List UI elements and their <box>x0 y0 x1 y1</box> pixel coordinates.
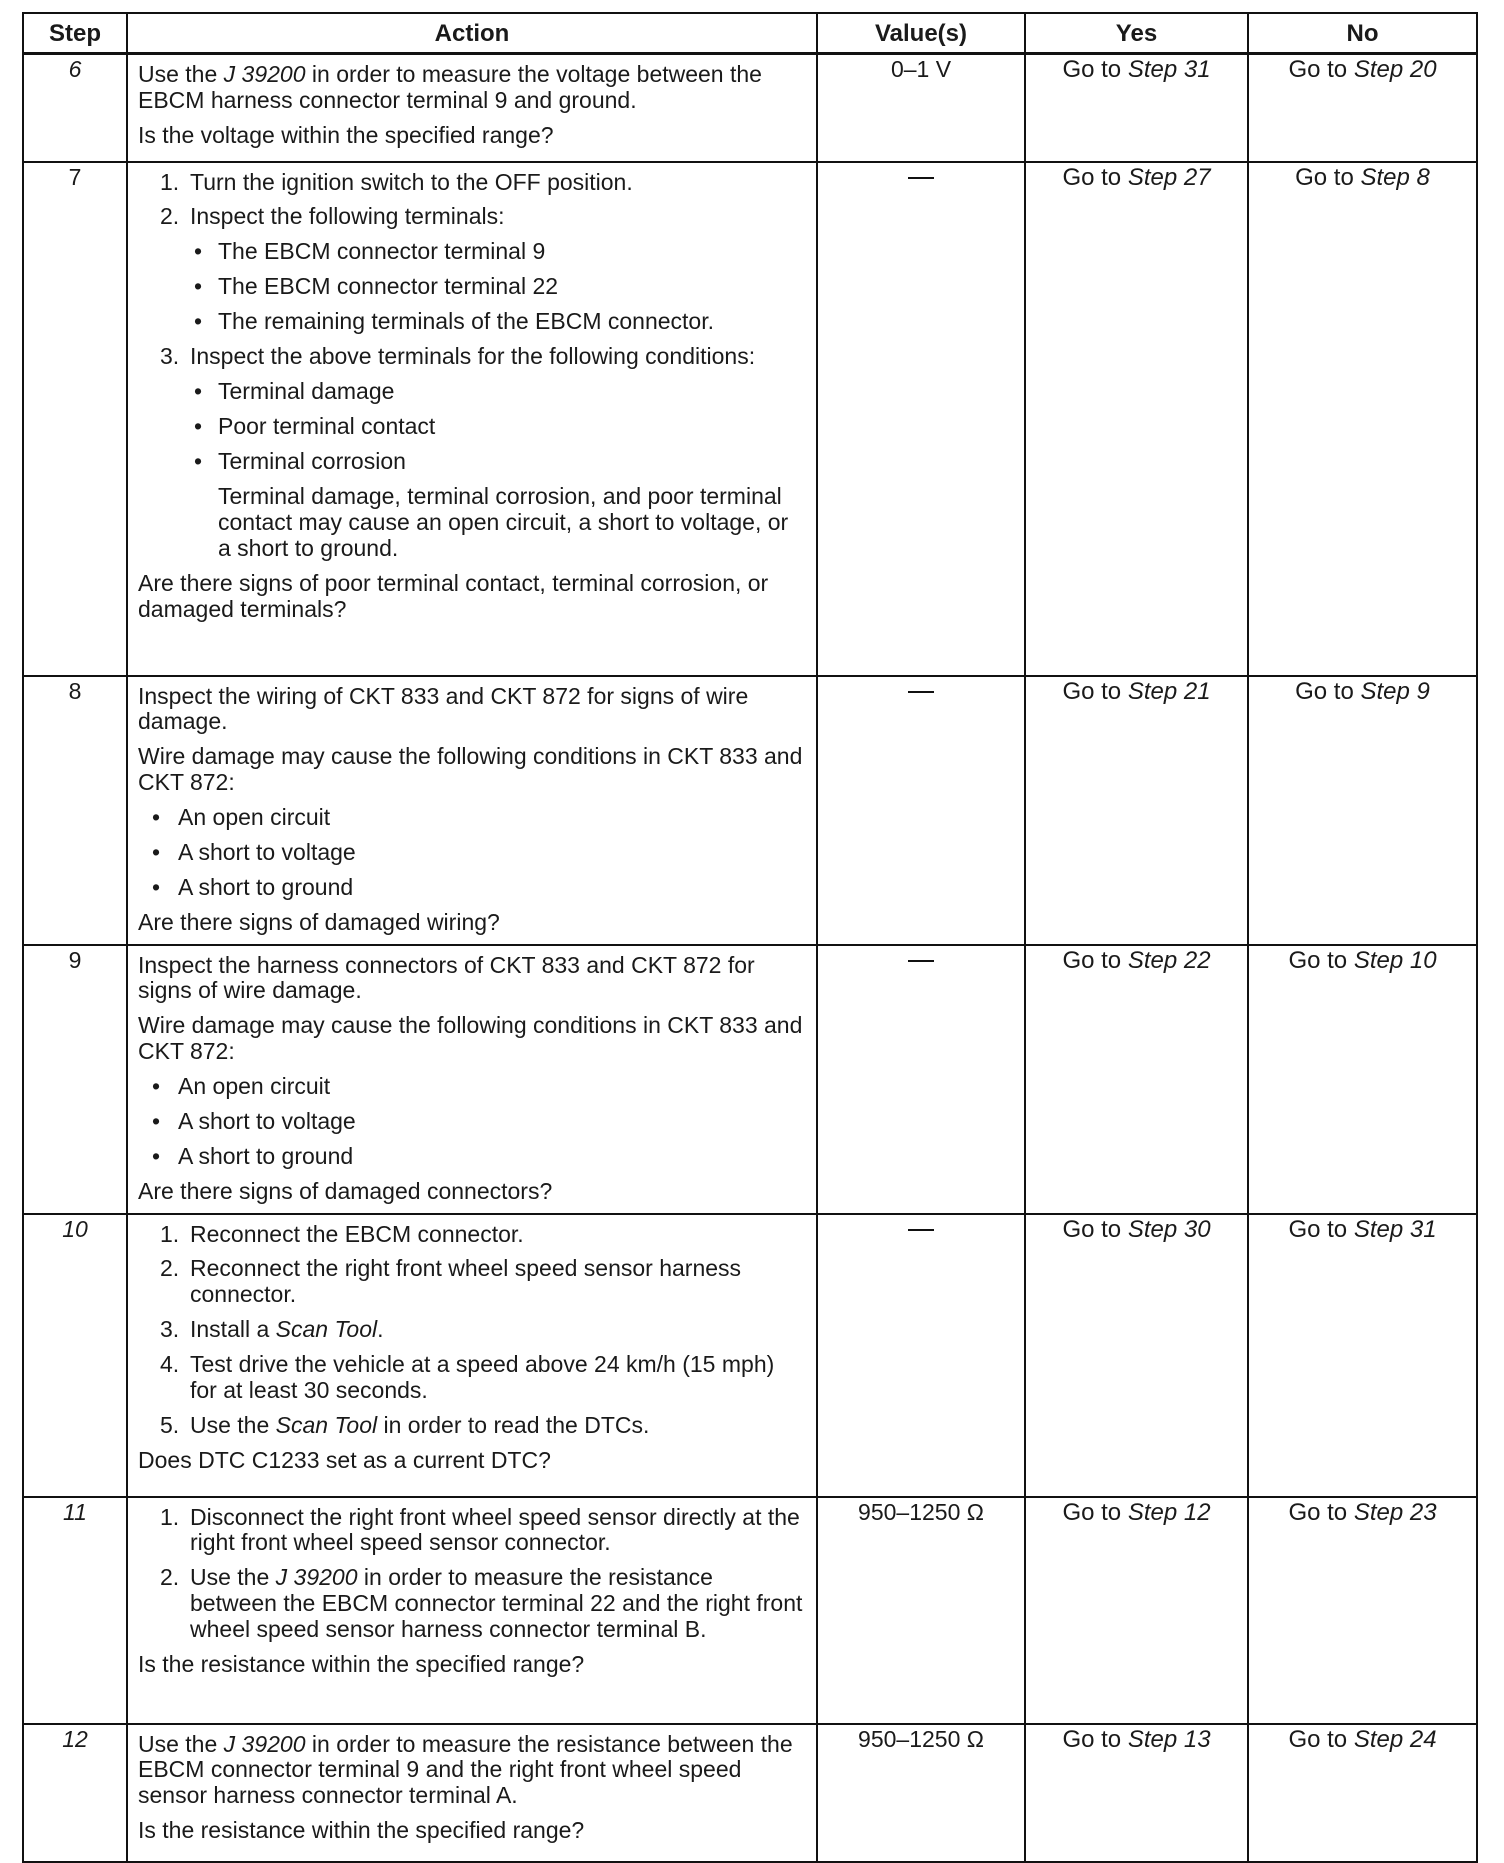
no-cell: Go to Step 24 <box>1248 1724 1477 1862</box>
bullet-item: • The EBCM connector terminal 22 <box>194 273 559 300</box>
bullet-item: • A short to voltage <box>152 839 356 866</box>
list-item: 4. Test drive the vehicle at a speed above 24 km/h (15 mph) for at least 30 seconds. <box>160 1351 775 1404</box>
diagnostic-table <box>22 12 1478 1863</box>
action-cell <box>127 1214 817 1497</box>
header-yes: Yes <box>1025 13 1248 54</box>
table-row-step-7 <box>23 162 1477 676</box>
action-question: Is the voltage within the specified range? <box>138 121 554 148</box>
action-question: Are there signs of poor terminal contact, terminal corrosion, or damaged terminals? <box>138 570 769 623</box>
action-note: Terminal damage, terminal corrosion, and poor terminal contact may cause an open circuit, a short to voltage, or a short to ground. <box>218 483 789 562</box>
action-cell <box>127 676 817 945</box>
value-cell <box>817 945 1025 1214</box>
step-number: 12 <box>23 1724 127 1862</box>
value-cell <box>817 676 1025 945</box>
step-number: 7 <box>23 162 127 676</box>
bullet-item: • The EBCM connector terminal 9 <box>194 238 546 265</box>
bullet-item: • Terminal corrosion <box>194 448 406 475</box>
dash-mark <box>908 960 934 962</box>
yes-cell: Go to Step 30 <box>1025 1214 1248 1497</box>
table-row-step-11 <box>23 1497 1477 1724</box>
step-number: 11 <box>23 1497 127 1724</box>
action-question: Are there signs of damaged wiring? <box>138 909 500 936</box>
step-number: 9 <box>23 945 127 1214</box>
value-cell <box>817 1214 1025 1497</box>
action-cell <box>127 1497 817 1724</box>
diagnostic-table-sheet <box>22 12 1476 1844</box>
no-cell: Go to Step 8 <box>1248 162 1477 676</box>
no-cell: Go to Step 10 <box>1248 945 1477 1214</box>
action-question: Does DTC C1233 set as a current DTC? <box>138 1447 551 1474</box>
bullet-item: • A short to voltage <box>152 1108 356 1135</box>
no-cell: Go to Step 31 <box>1248 1214 1477 1497</box>
value-cell: 0–1 V <box>817 54 1025 162</box>
table-row-step-8 <box>23 676 1477 945</box>
table-row-step-10 <box>23 1214 1477 1497</box>
action-question: Is the resistance within the specified range? <box>138 1651 585 1678</box>
value-cell <box>817 162 1025 676</box>
no-cell: Go to Step 20 <box>1248 54 1477 162</box>
action-cell <box>127 162 817 676</box>
no-cell: Go to Step 23 <box>1248 1497 1477 1724</box>
list-item: 1. Reconnect the EBCM connector. <box>160 1220 524 1247</box>
bullet-item: • A short to ground <box>152 1143 354 1170</box>
no-cell: Go to Step 9 <box>1248 676 1477 945</box>
yes-cell: Go to Step 31 <box>1025 54 1248 162</box>
list-item: 3. Install a Scan Tool. <box>160 1316 384 1343</box>
action-question: Is the resistance within the specified range? <box>138 1817 585 1844</box>
header-no: No <box>1248 13 1477 54</box>
table-row-step-12 <box>23 1724 1477 1862</box>
list-item: 3. Inspect the above terminals for the following conditions: <box>160 343 756 370</box>
yes-cell: Go to Step 27 <box>1025 162 1248 676</box>
table-row-step-9 <box>23 945 1477 1214</box>
action-cell <box>127 945 817 1214</box>
action-text: Wire damage may cause the following conditions in CKT 833 and CKT 872: <box>138 1012 803 1065</box>
action-cell <box>127 54 817 162</box>
header-step: Step <box>23 13 127 54</box>
bullet-item: • An open circuit <box>152 804 331 831</box>
yes-cell: Go to Step 22 <box>1025 945 1248 1214</box>
list-item: 2. Reconnect the right front wheel speed sensor harness connector. <box>160 1255 742 1308</box>
value-cell: 950–1250 Ω <box>817 1724 1025 1862</box>
yes-cell: Go to Step 13 <box>1025 1724 1248 1862</box>
value-cell: 950–1250 Ω <box>817 1497 1025 1724</box>
list-item: 1. Disconnect the right front wheel speed sensor directly at the right front wheel speed sensor connector. <box>160 1503 800 1556</box>
action-text: Use the J 39200 in order to measure the voltage between the EBCM harness connector terminal 9 and ground. <box>138 61 762 113</box>
dash-mark <box>908 691 934 693</box>
list-item: 2. Use the J 39200 in order to measure the resistance between the EBCM connector terminal 22 and the right front wheel speed sensor harness connector terminal B. <box>160 1564 803 1643</box>
bullet-item: • An open circuit <box>152 1073 331 1100</box>
list-item: 2. Inspect the following terminals: <box>160 203 505 230</box>
action-text: Use the J 39200 in order to measure the resistance between the EBCM connector terminal 9 and the right front wheel speed sensor harness connector terminal A. <box>138 1730 793 1809</box>
action-text: Inspect the wiring of CKT 833 and CKT 872 for signs of wire damage. <box>138 682 749 735</box>
header-values: Value(s) <box>817 13 1025 54</box>
action-text: Wire damage may cause the following conditions in CKT 833 and CKT 872: <box>138 743 803 796</box>
list-item: 1. Turn the ignition switch to the OFF position. <box>160 168 633 195</box>
bullet-item: • A short to ground <box>152 874 354 901</box>
action-question: Are there signs of damaged connectors? <box>138 1178 553 1205</box>
bullet-item: • The remaining terminals of the EBCM connector. <box>194 308 715 335</box>
bullet-item: • Terminal damage <box>194 378 395 405</box>
step-number: 6 <box>23 54 127 162</box>
bullet-item: • Poor terminal contact <box>194 413 436 440</box>
table-row-step-6 <box>23 54 1477 162</box>
header-action: Action <box>127 13 817 54</box>
action-text: Inspect the harness connectors of CKT 833 and CKT 872 for signs of wire damage. <box>138 951 755 1004</box>
yes-cell: Go to Step 21 <box>1025 676 1248 945</box>
step-number: 10 <box>23 1214 127 1497</box>
dash-mark <box>908 1229 934 1231</box>
yes-cell: Go to Step 12 <box>1025 1497 1248 1724</box>
list-item: 5. Use the Scan Tool in order to read the DTCs. <box>160 1412 650 1439</box>
action-cell <box>127 1724 817 1862</box>
dash-mark <box>908 177 934 179</box>
step-number: 8 <box>23 676 127 945</box>
header-row <box>23 13 1477 54</box>
